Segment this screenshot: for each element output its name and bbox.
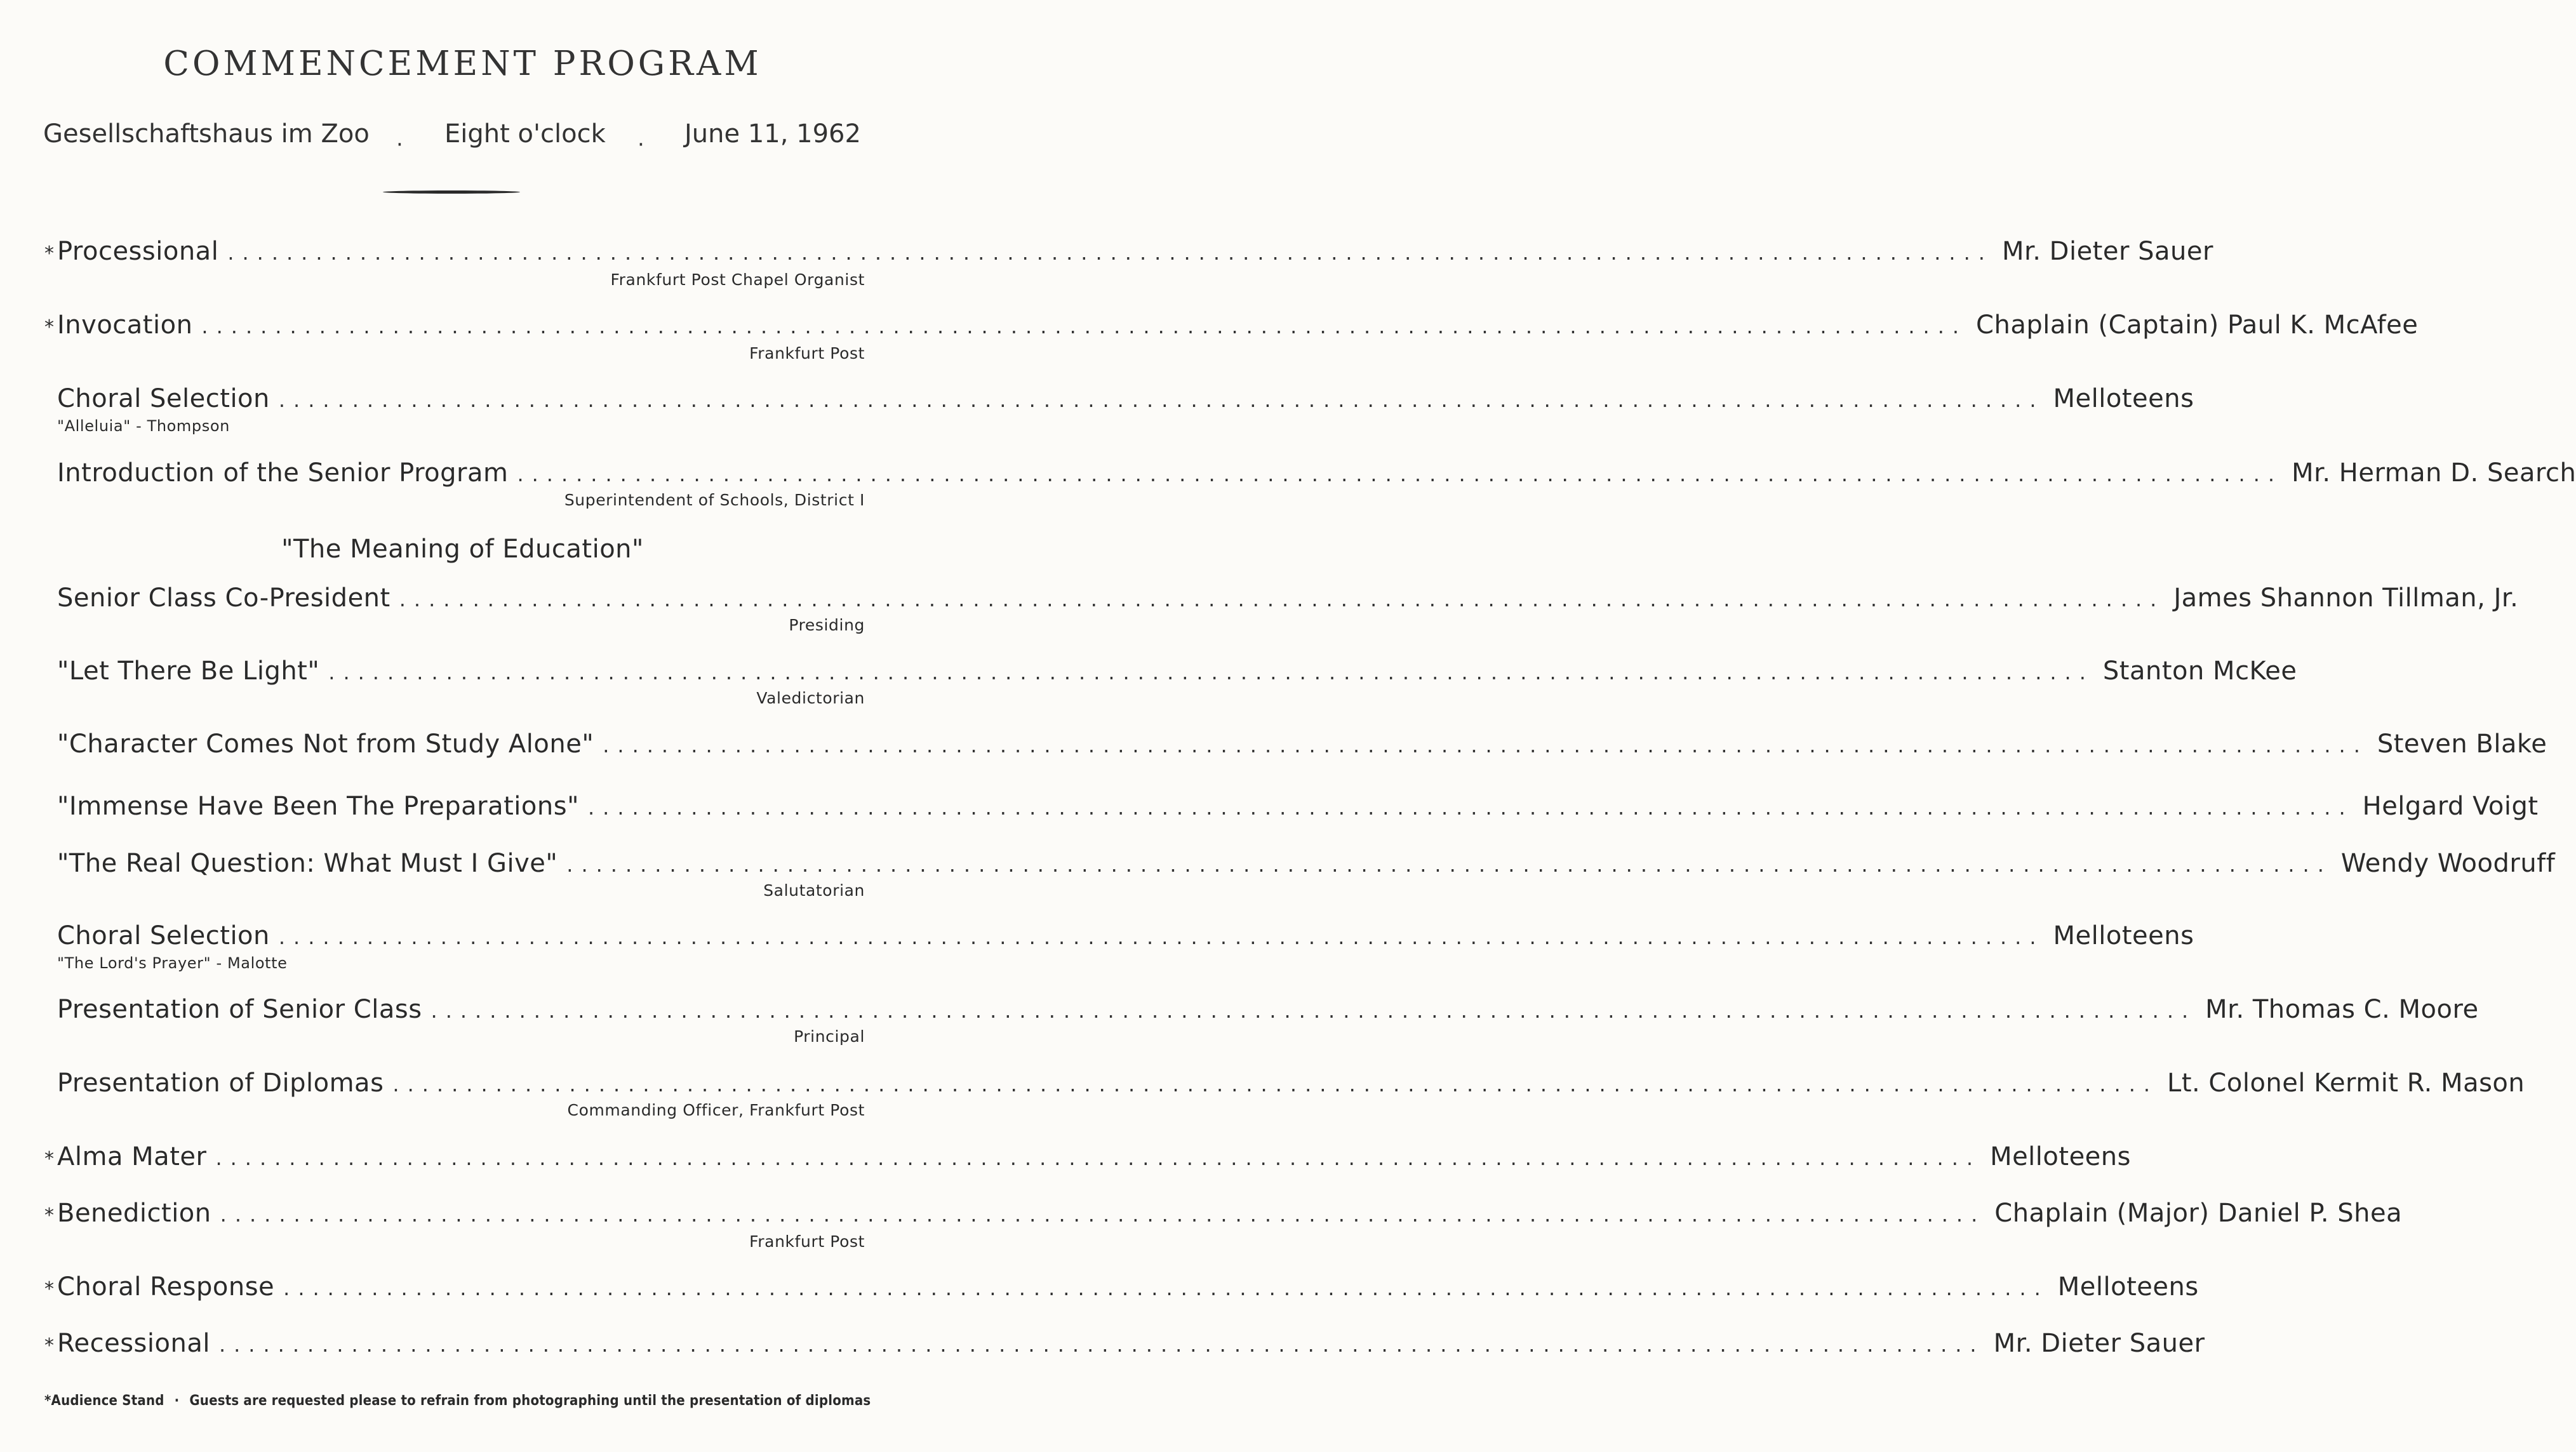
item-label: Choral Selection bbox=[57, 384, 270, 413]
item-performer: Helgard Voigt bbox=[2362, 792, 2539, 821]
performer-title: Frankfurt Post bbox=[749, 344, 865, 363]
audience-stand-note: *Audience Stand bbox=[44, 1393, 164, 1409]
item-performer: James Shannon Tillman, Jr. bbox=[2173, 583, 2519, 613]
item-performer: Stanton McKee bbox=[2102, 656, 2297, 686]
item-performer: Melloteens bbox=[2053, 921, 2194, 950]
program-title: COMMENCEMENT PROGRAM bbox=[163, 44, 762, 83]
item-performer: Mr. Dieter Sauer bbox=[2001, 237, 2213, 266]
item-performer: Melloteens bbox=[2053, 384, 2194, 413]
performer-title: Presiding bbox=[789, 616, 865, 634]
dot-leader: ........................................................................................................................ bbox=[278, 925, 2045, 949]
dot-leader: ........................................................................................................................ bbox=[220, 1202, 1986, 1227]
program-item bbox=[44, 583, 2519, 635]
item-performer: Chaplain (Captain) Paul K. McAfee bbox=[1976, 310, 2419, 340]
program-theme: "The Meaning of Education" bbox=[281, 535, 644, 564]
separator-dot: · bbox=[396, 132, 403, 157]
dot-leader: ........................................................................................................................ bbox=[278, 388, 2045, 412]
dot-leader: ........................................................................................................................ bbox=[218, 1333, 1985, 1357]
dot-leader: ........................................................................................................................ bbox=[587, 796, 2354, 820]
item-label: Choral Selection bbox=[57, 921, 270, 950]
item-label: "Immense Have Been The Preparations" bbox=[57, 792, 579, 821]
item-label: Introduction of the Senior Program bbox=[57, 458, 509, 488]
footer-note bbox=[44, 1393, 871, 1409]
program-item bbox=[44, 729, 2547, 761]
venue: Gesellschaftshaus im Zoo bbox=[43, 119, 370, 149]
dot-leader: ........................................................................................................................ bbox=[201, 314, 1968, 338]
audience-stand-marker: * bbox=[44, 243, 54, 265]
item-label: Choral Response bbox=[57, 1272, 275, 1302]
dot-leader: ........................................................................................................................ bbox=[399, 587, 2165, 611]
performer-title: Frankfurt Post Chapel Organist bbox=[610, 270, 865, 289]
item-label: "Let There Be Light" bbox=[57, 656, 320, 686]
program-item bbox=[44, 1272, 2199, 1305]
dot-leader: ........................................................................................................................ bbox=[430, 999, 2197, 1023]
item-label: Recessional bbox=[57, 1329, 210, 1358]
item-label: Alma Mater bbox=[57, 1142, 207, 1171]
dot-leader: ........................................................................................................................ bbox=[227, 241, 1993, 265]
item-label: Senior Class Co-President bbox=[57, 583, 390, 613]
program-item bbox=[44, 236, 2213, 290]
performer-title: Frankfurt Post bbox=[749, 1232, 865, 1251]
program-item bbox=[44, 1068, 2525, 1120]
selection-note: "Alleluia" - Thompson bbox=[57, 417, 230, 435]
item-performer: Mr. Herman D. Search bbox=[2292, 458, 2576, 488]
item-label: Presentation of Senior Class bbox=[57, 995, 422, 1024]
dot-leader: ........................................................................................................................ bbox=[215, 1146, 1982, 1170]
item-performer: Lt. Colonel Kermit R. Mason bbox=[2167, 1069, 2525, 1098]
program-item bbox=[44, 656, 2297, 708]
event-time: Eight o'clock bbox=[444, 119, 606, 149]
item-label: "The Real Question: What Must I Give" bbox=[57, 849, 558, 878]
item-label: Invocation bbox=[57, 310, 193, 340]
performer-title: Salutatorian bbox=[763, 881, 865, 900]
separator-dot: · bbox=[637, 132, 644, 157]
program-item bbox=[44, 848, 2556, 900]
program-item bbox=[44, 383, 2194, 436]
program-item bbox=[44, 1198, 2403, 1251]
item-label: "Character Comes Not from Study Alone" bbox=[57, 729, 594, 759]
audience-stand-marker: * bbox=[44, 1148, 54, 1170]
program-item bbox=[44, 1142, 2131, 1175]
item-performer: Mr. Thomas C. Moore bbox=[2205, 995, 2479, 1024]
program-item bbox=[44, 458, 2576, 510]
performer-title: Commanding Officer, Frankfurt Post bbox=[567, 1101, 865, 1119]
audience-stand-marker: * bbox=[44, 1204, 54, 1227]
dot-leader: ........................................................................................................................ bbox=[517, 462, 2283, 486]
photography-request: Guests are requested please to refrain from photographing until the presentation of diplomas bbox=[189, 1393, 871, 1409]
item-performer: Melloteens bbox=[2057, 1272, 2199, 1302]
item-label: Presentation of Diplomas bbox=[57, 1069, 384, 1098]
performer-title: Principal bbox=[794, 1027, 865, 1046]
program-item bbox=[44, 310, 2419, 363]
dot-leader: ........................................................................................................................ bbox=[328, 660, 2094, 684]
event-date: June 11, 1962 bbox=[684, 119, 861, 149]
program-item bbox=[44, 1328, 2205, 1361]
performer-title: Superintendent of Schools, District I bbox=[564, 491, 865, 509]
item-label: Processional bbox=[57, 237, 219, 266]
dot-leader: ........................................................................................................................ bbox=[603, 733, 2368, 757]
selection-note: "The Lord's Prayer" - Malotte bbox=[57, 954, 288, 972]
program-item bbox=[44, 994, 2479, 1046]
program-item bbox=[44, 791, 2539, 823]
item-performer: Steven Blake bbox=[2377, 729, 2547, 759]
performer-title: Valedictorian bbox=[756, 689, 865, 707]
item-performer: Mr. Dieter Sauer bbox=[1993, 1329, 2205, 1358]
dot-leader: ........................................................................................................................ bbox=[566, 853, 2332, 877]
item-performer: Chaplain (Major) Daniel P. Shea bbox=[1994, 1199, 2403, 1228]
audience-stand-marker: * bbox=[44, 1335, 54, 1357]
audience-stand-marker: * bbox=[44, 1278, 54, 1300]
dot-leader: ........................................................................................................................ bbox=[283, 1276, 2049, 1300]
audience-stand-marker: * bbox=[44, 316, 54, 338]
program-item bbox=[44, 921, 2194, 973]
item-performer: Melloteens bbox=[1990, 1142, 2131, 1171]
dot-leader: ........................................................................................................................ bbox=[392, 1072, 2159, 1096]
separator-dot: · bbox=[174, 1393, 180, 1409]
item-label: Benediction bbox=[57, 1199, 211, 1228]
title-rule bbox=[383, 190, 520, 194]
item-performer: Wendy Woodruff bbox=[2340, 849, 2556, 878]
